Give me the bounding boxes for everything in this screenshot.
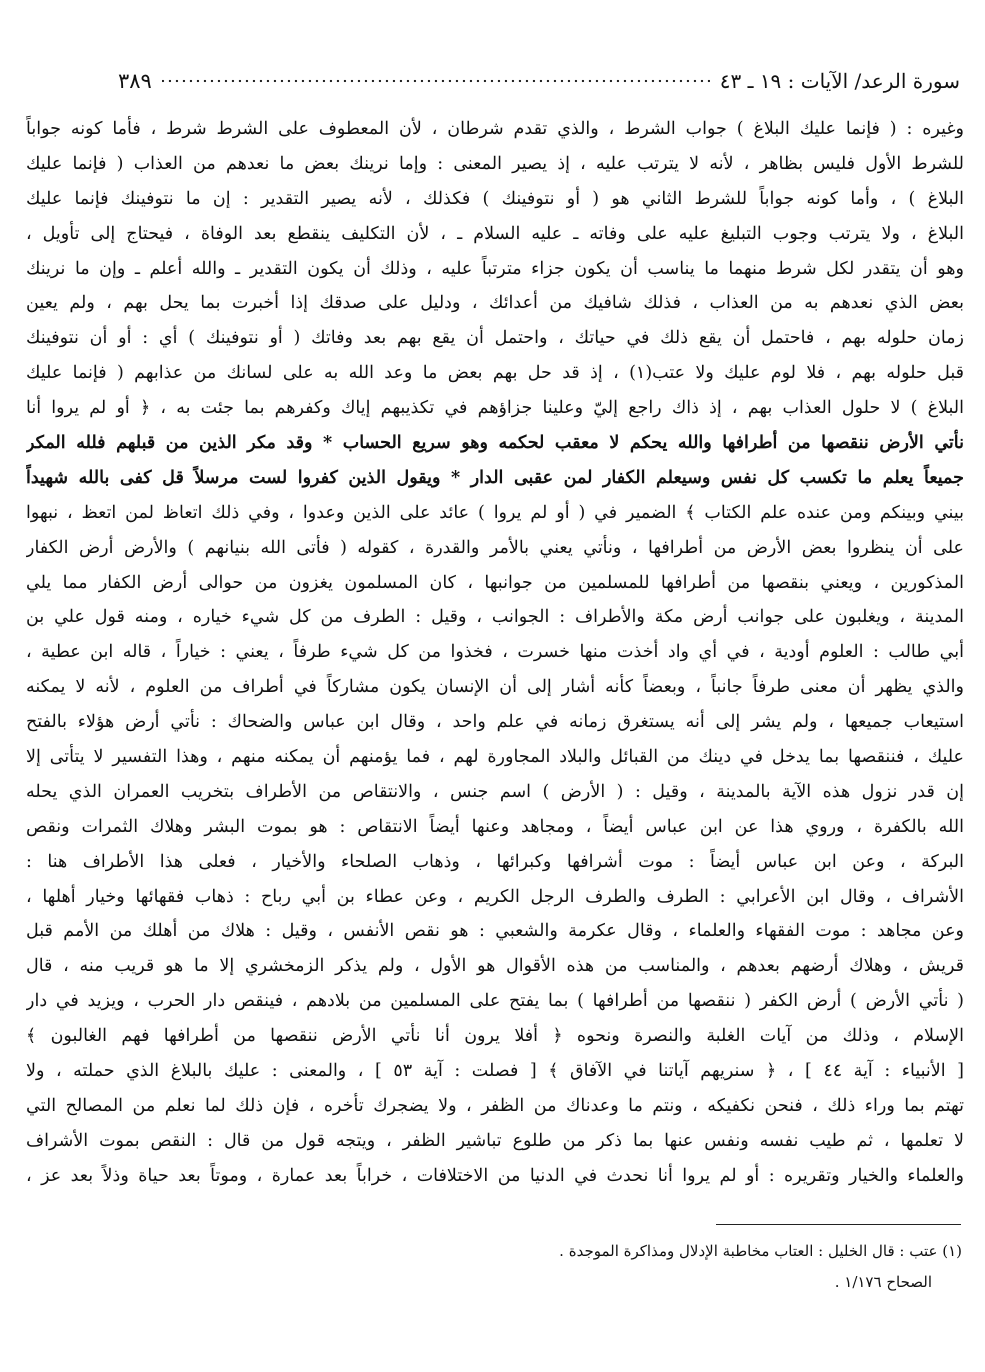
footnote-1-source: الصحاح ١/١٧٦ . [834,1273,932,1291]
text-line: البلاغ ) لا حلول العذاب بهم ، إذ ذاك راجع إليّ وعلينا جزاؤهم في تكذيبهم إياك وكفرهم بما جئت به ، ﴿ أو لم يروا أنا [26,398,964,419]
text-line: تهتم بما وراء ذلك ، فنحن نكفيكه ، ونتم ما وعدناك من الظفر ، ولا يضجرك تأخره ، فإن ذلك لما نعلم من المصالح التي [26,1095,964,1116]
text-line: أبي طالب : العلوم أودية ، في أي واد أخذت منها خسرت ، فخذوا من كل شيء طرفاً ، يعني : خياراً ، قاله ابن عطية ، [26,642,964,663]
text-line: المدينة ، ويغلبون على جوانب أرض مكة والأطراف : الجوانب ، وقيل : الطرف من كل شيء خياره ، ومنه قول علي بن [26,607,964,628]
text-line: إن قدر نزول هذه الآية بالمدينة ، وقيل : ( الأرض ) اسم جنس ، والانتقاص من الأطراف بتخريب العمران الذي يحله [26,781,964,802]
text-line: استيعاب جميعها ، ولم يشر إلى أنه يستغرق زمانه في علم واحد ، وقال ابن عباس والضحاك : نأتي أرض هؤلاء بالفتح [26,712,964,733]
footnote-1: (١) عتب : قال الخليل : العتاب مخاطبة الإدلال ومذاكرة الموجدة . [559,1242,962,1260]
text-line: قبل حلوله بهم ، فلا لوم عليك ولا عتب(١) ، إذ قد حل بهم بعض ما وعد الله به على لسانك من عذابهم ( فإنما عليك [26,363,964,384]
text-line: وهو أن يتقدر لكل شرط منهما ما يناسب أن يكون جزاء مترتباً عليه ، وذلك أن يكون التقدير ـ والله أعلم ـ وإن ما نرينك [26,258,964,279]
text-line: للشرط الأول فليس بظاهر ، لأنه لا يترتب عليه ، إذ يصير المعنى : وإما نرينك بعض ما نعدهم من العذاب ( فإنما عليك [26,153,964,174]
text-line: بعض الذي نعدهم به من العذاب ، فذلك شافيك من أعدائك ، ودليل على صدقك إذا أخبرت بما يحل بهم ، ولم يعين [26,293,964,314]
text-line: على أن ينظروا بعض الأرض من أطرافها ، ونأتي يعني بالأمر والقدرة ، كقوله ( فأتى الله بنيانهم ) والأرض أرض الكفار [26,537,964,558]
footnote-divider [716,1224,961,1225]
page-header [118,64,960,98]
text-line: البلاغ ، ولا يترتب وجوب التبليغ عليه على وفاته ـ عليه السلام ـ ، لأن التكليف ينقطع بعد الوفاة ، فيحتاج إلى تأويل ، [26,223,964,244]
text-line: البركة ، وعن ابن عباس أيضاً : موت أشرافها وكبرائها ، وذهاب الصلحاء والأخيار ، فعلى هذا الأطراف هنا : [26,851,964,872]
text-line: عليك ، فننقصها بما يدخل في دينك من القبائل والبلاد المجاورة لهم ، فما يؤمنهم أن يمكنه منهم ، وهذا التفسير لا يتأتى إلا [26,747,964,768]
text-line: الإسلام ، وذلك من آيات الغلبة والنصرة ونحوه ﴿ أفلا يرون أنا نأتي الأرض ننقصها من أطرافها فهم الغالبون ﴾ [26,1026,964,1047]
quran-verse-line: جميعاً يعلم ما تكسب كل نفس وسيعلم الكفار لمن عقبى الدار * ويقول الذين كفروا لست مرسلاً قل كفى بالله شهيداً [26,467,964,488]
text-line: المذكورين ، ويعني بنقصها من أطرافها للمسلمين من جوانبها ، كان المسلمون يغزون من حوالى أرض الكفار مما يلي [26,572,964,593]
header-dot-leader [162,76,710,86]
text-line: والعلماء والخيار وتقريره : أو لم يروا أنا نحدث في الدنيا من الاختلافات ، خراباً بعد عمارة ، وموتاً بعد حياة وذلاً بعد عز ، [26,1165,964,1186]
text-line: ( نأتي الأرض ) أرض الكفر ( ننقصها من أطرافها ) بما يفتح على المسلمين من بلادهم ، فينقص دار الحرب ، ويزيد في دار [26,991,964,1012]
text-line: الله بالكفرة ، وروي هذا عن ابن عباس أيضاً ، ومجاهد وعنها أيضاً الانتقاص : هو بموت البشر وهلاك الثمرات ونقص [26,816,964,837]
text-line: زمان حلوله بهم ، فاحتمل أن يقع ذلك في حياتك ، واحتمل أن يقع بهم بعد وفاتك ( أو نتوفينك ) أي : أو أن نتوفينك [26,328,964,349]
text-line: وعن مجاهد : موت الفقهاء والعلماء ، وقال عكرمة والشعبي : هو نقص الأنفس ، وقيل : هلاك من أهلك من الأمم قبل [26,921,964,942]
footnotes [500,1236,962,1298]
text-line: والذي يظهر أن معنى طرفاً جانباً ، وبعضاً كأنه أشار إلى أن الإنسان يكون مشاركاً في أطراف من العلوم ، لأنه لا يمكنه [26,677,964,698]
text-line: الأشراف ، وقال ابن الأعرابي : الطرف والطرف الرجل الكريم ، وعن عطاء بن أبي رباح : ذهاب فقهائها وخيار أهلها ، [26,886,964,907]
text-line: لا تعلمها ، ثم طيب نفسه ونفس عنها بما ذكر من طلوع تباشير الظفر ، ويتجه قول من قال : النقص بموت الأشراف [26,1130,964,1151]
text-line: بيني وبينكم ومن عنده علم الكتاب ﴾ الضمير في ( أو لم يروا ) عائد على الذين وعدوا ، وفي ذلك اتعاظ لمن اتعظ ، نبهوا [26,502,964,523]
text-line: [ الأنبياء : آية ٤٤ ] ، ﴿ سنريهم آياتنا في الآفاق ﴾ [ فصلت : آية ٥٣ ] ، والمعنى : عليك بالبلاغ الذي حملته ، ولا [26,1061,964,1082]
text-line: البلاغ ) ، وأما كونه جواباً للشرط الثاني هو ( أو نتوفينك ) فكذلك ، لأنه يصير التقدير : إن ما نتوفينك فإنما عليك [26,188,964,209]
body-text [26,112,964,1194]
text-line: قريش ، وهلاك أرضهم بعدهم ، والمناسب من هذه الأقوال هو الأول ، ولم يذكر الزمخشري إلا ما هو قريب منه ، قال [26,956,964,977]
quran-verse-line: نأتي الأرض ننقصها من أطرافها والله يحكم لا معقب لحكمه وهو سريع الحساب * وقد مكر الذين من قبلهم فلله المكر [26,433,964,454]
page-number: ٣٨٩ [118,69,152,93]
surah-title: سورة الرعد/ الآيات : ١٩ ـ ٤٣ [719,69,960,93]
text-line: وغيره : ( فإنما عليك البلاغ ) جواب الشرط ، والذي تقدم شرطان ، لأن المعطوف على الشرط شرط ، فأما كونه جواباً [26,119,964,139]
